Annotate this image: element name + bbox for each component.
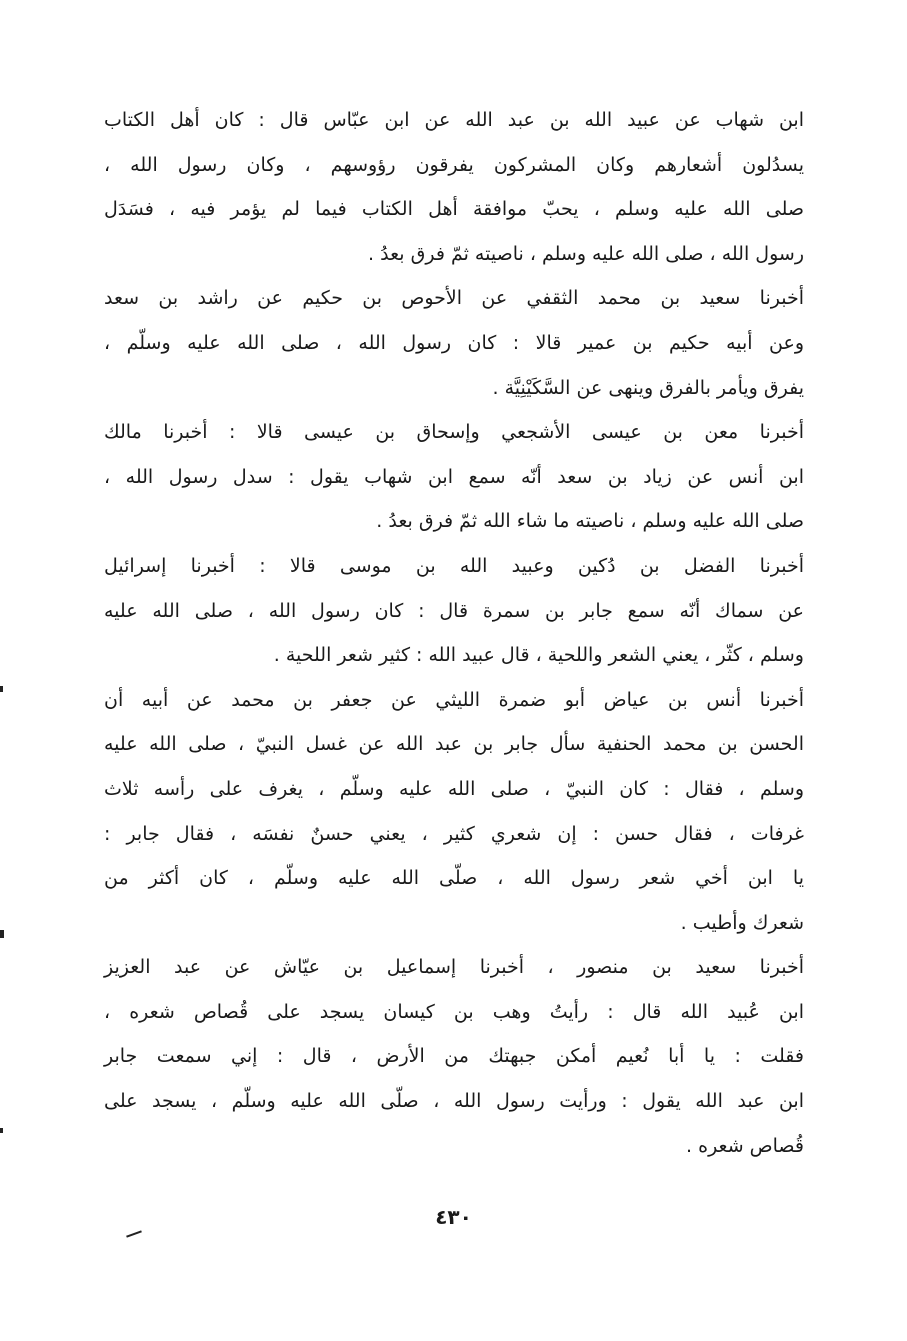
- text-line: وعن أبيه حكيم بن عمير قالا : كان رسول الله ، صلى الله عليه وسلّم ،: [104, 331, 804, 354]
- scan-mark: [0, 1128, 3, 1133]
- paragraph-6: [104, 945, 804, 1168]
- paragraph-1: [104, 98, 804, 276]
- paragraph-5: [104, 678, 804, 946]
- text-line: شعرك وأطيب .: [680, 911, 804, 934]
- text-line: يفرق ويأمر بالفرق وينهى عن السَّكَيْنِيَّة .: [492, 376, 804, 399]
- scan-mark: [0, 930, 4, 938]
- text-line: وسلم ، فقال : كان النبيّ ، صلى الله عليه وسلّم ، يغرف على رأسه ثلاث: [104, 777, 804, 800]
- text-line: عن سماك أنّه سمع جابر بن سمرة قال : كان رسول الله ، صلى الله عليه: [104, 599, 804, 622]
- text-line: رسول الله ، صلى الله عليه وسلم ، ناصيته ثمّ فرق بعدُ .: [368, 242, 804, 265]
- text-line: ابن شهاب عن عبيد الله بن عبد الله عن ابن عبّاس قال : كان أهل الكتاب: [104, 109, 804, 131]
- text-line: أخبرنا معن بن عيسى الأشجعي وإسحاق بن عيسى قالا : أخبرنا مالك: [104, 421, 804, 444]
- page-body-text: [104, 98, 804, 1168]
- text-line: ابن عُبيد الله قال : رأيتُ وهب بن كيسان يسجد على قُصاص شعره ،: [104, 1000, 804, 1023]
- text-line: الحسن بن محمد الحنفية سأل جابر بن عبد الله عن غسل النبيّ ، صلى الله عليه: [104, 733, 804, 756]
- text-line: صلى الله عليه وسلم ، ناصيته ما شاء الله ثمّ فرق بعدُ .: [376, 510, 804, 533]
- scan-mark: [126, 1230, 142, 1237]
- text-line: يا ابن أخي شعر رسول الله ، صلّى الله عليه وسلّم ، كان أكثر من: [104, 867, 804, 890]
- text-line: أخبرنا سعيد بن محمد الثقفي عن الأحوص بن حكيم عن راشد بن سعد: [104, 287, 804, 310]
- text-line: أخبرنا الفضل بن دُكين وعبيد الله بن موسى قالا : أخبرنا إسرائيل: [104, 554, 804, 577]
- text-line: أخبرنا سعيد بن منصور ، أخبرنا إسماعيل بن عيّاش عن عبد العزيز: [104, 956, 804, 979]
- text-line: ابن عبد الله يقول : ورأيت رسول الله ، صلّى الله عليه وسلّم ، يسجد على: [104, 1090, 804, 1113]
- text-line: صلى الله عليه وسلم ، يحبّ موافقة أهل الكتاب فيما لم يؤمر فيه ، فسَدَل: [104, 198, 804, 221]
- paragraph-4: [104, 544, 804, 678]
- text-line: وسلم ، كثّر ، يعني الشعر واللحية ، قال عبيد الله : كثير شعر اللحية .: [273, 644, 804, 667]
- page-number: ٤٣٠: [435, 1205, 472, 1229]
- scan-mark: [0, 686, 3, 692]
- paragraph-3: [104, 410, 804, 544]
- text-line: فقلت : يا أبا نُعيم أمكن جبهتك من الأرض ، قال : إني سمعت جابر: [104, 1045, 804, 1068]
- paragraph-2: [104, 276, 804, 410]
- text-line: يسدُلون أشعارهم وكان المشركون يفرقون رؤوسهم ، وكان رسول الله ،: [104, 153, 804, 176]
- text-line: ابن أنس عن زياد بن سعد أنّه سمع ابن شهاب يقول : سدل رسول الله ،: [104, 465, 804, 488]
- text-line: أخبرنا أنس بن عياض أبو ضمرة الليثي عن جعفر بن محمد عن أبيه أن: [104, 688, 804, 711]
- text-line: قُصاص شعره .: [686, 1134, 804, 1157]
- text-line: غرفات ، فقال حسن : إن شعري كثير ، يعني حسنٌ نفسَه ، فقال جابر :: [104, 822, 804, 845]
